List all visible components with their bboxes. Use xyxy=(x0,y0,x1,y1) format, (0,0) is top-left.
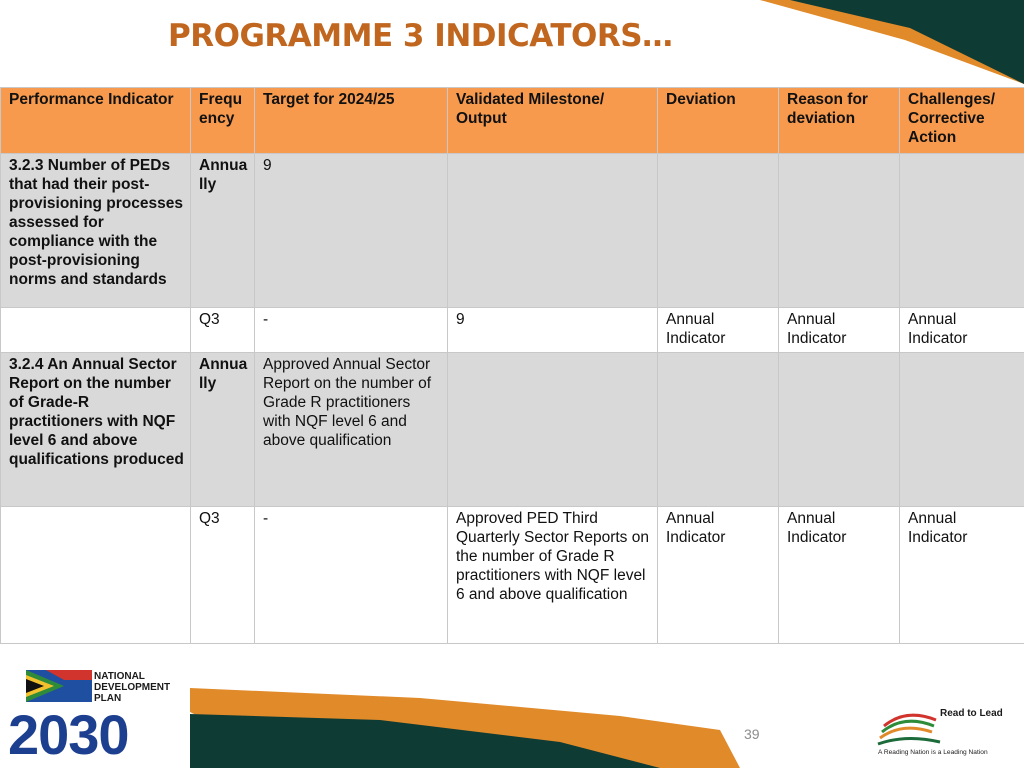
frequency-cell: Q3 xyxy=(191,308,255,353)
header-performance-indicator: Performance Indicator xyxy=(1,88,191,154)
milestone-cell: 9 xyxy=(448,308,658,353)
bottom-orange-stripe xyxy=(190,688,740,768)
table-row xyxy=(1,308,1024,353)
milestone-cell xyxy=(448,154,658,308)
table-row xyxy=(1,353,1024,507)
challenges-cell xyxy=(900,154,1024,308)
target-cell: 9 xyxy=(255,154,448,308)
deviation-cell: Annual Indicator xyxy=(658,308,779,353)
sa-flag-icon xyxy=(26,670,92,702)
top-right-orange-stripe xyxy=(760,0,1024,84)
reason-cell: Annual Indicator xyxy=(779,507,900,644)
target-cell: Approved Annual Sector Report on the number of Grade R practitioners with NQF level 6 and above qualification xyxy=(255,353,448,507)
reason-cell xyxy=(779,154,900,308)
header-reason-for-deviation: Reason for deviation xyxy=(779,88,900,154)
frequency-cell: Annua lly xyxy=(191,154,255,308)
indicators-table xyxy=(0,87,1024,644)
challenges-cell: Annual Indicator xyxy=(900,308,1024,353)
header-challenges: Challenges/ Corrective Action xyxy=(900,88,1024,154)
indicator-cell xyxy=(1,507,191,644)
frequency-cell: Annua lly xyxy=(191,353,255,507)
indicator-cell xyxy=(1,308,191,353)
table-header-row xyxy=(1,88,1024,154)
target-cell: - xyxy=(255,507,448,644)
read-to-lead-logo xyxy=(876,700,1016,760)
milestone-cell xyxy=(448,353,658,507)
ndp-2030-logo xyxy=(6,662,186,760)
challenges-cell: Annual Indicator xyxy=(900,507,1024,644)
bottom-green-wedge xyxy=(190,714,660,768)
table-row xyxy=(1,154,1024,308)
header-target: Target for 2024/25 xyxy=(255,88,448,154)
deviation-cell: Annual Indicator xyxy=(658,507,779,644)
milestone-cell: Approved PED Third Quarterly Sector Reports on the number of Grade R practitioners with NQF level 6 and above qualification xyxy=(448,507,658,644)
indicator-cell: 3.2.4 An Annual Sector Report on the number of Grade-R practitioners with NQF level 6 and above qualifications produced xyxy=(1,353,191,507)
open-book-icon xyxy=(878,715,940,744)
header-frequency: Frequ ency xyxy=(191,88,255,154)
header-deviation: Deviation xyxy=(658,88,779,154)
deviation-cell xyxy=(658,154,779,308)
challenges-cell xyxy=(900,353,1024,507)
reason-cell xyxy=(779,353,900,507)
top-right-green-wedge xyxy=(790,0,1024,84)
indicator-cell: 3.2.3 Number of PEDs that had their post-provisioning processes assessed for compliance with the post-provisioning norms and standards xyxy=(1,154,191,308)
svg-text:2030: 2030 xyxy=(8,703,129,760)
frequency-cell: Q3 xyxy=(191,507,255,644)
deviation-cell xyxy=(658,353,779,507)
svg-text:DEVELOPMENT: DEVELOPMENT xyxy=(94,682,171,693)
target-cell: - xyxy=(255,308,448,353)
svg-text:A Reading Nation is a Leading: A Reading Nation is a Leading Nation xyxy=(878,749,988,756)
header-validated-milestone: Validated Milestone/ Output xyxy=(448,88,658,154)
svg-text:PLAN: PLAN xyxy=(94,693,122,704)
reason-cell: Annual Indicator xyxy=(779,308,900,353)
page-number: 39 xyxy=(744,726,760,742)
svg-text:Read to Lead: Read to Lead xyxy=(940,708,1003,719)
table-row xyxy=(1,507,1024,644)
svg-text:NATIONAL: NATIONAL xyxy=(94,671,145,682)
slide-title: PROGRAMME 3 INDICATORS… xyxy=(168,18,673,54)
